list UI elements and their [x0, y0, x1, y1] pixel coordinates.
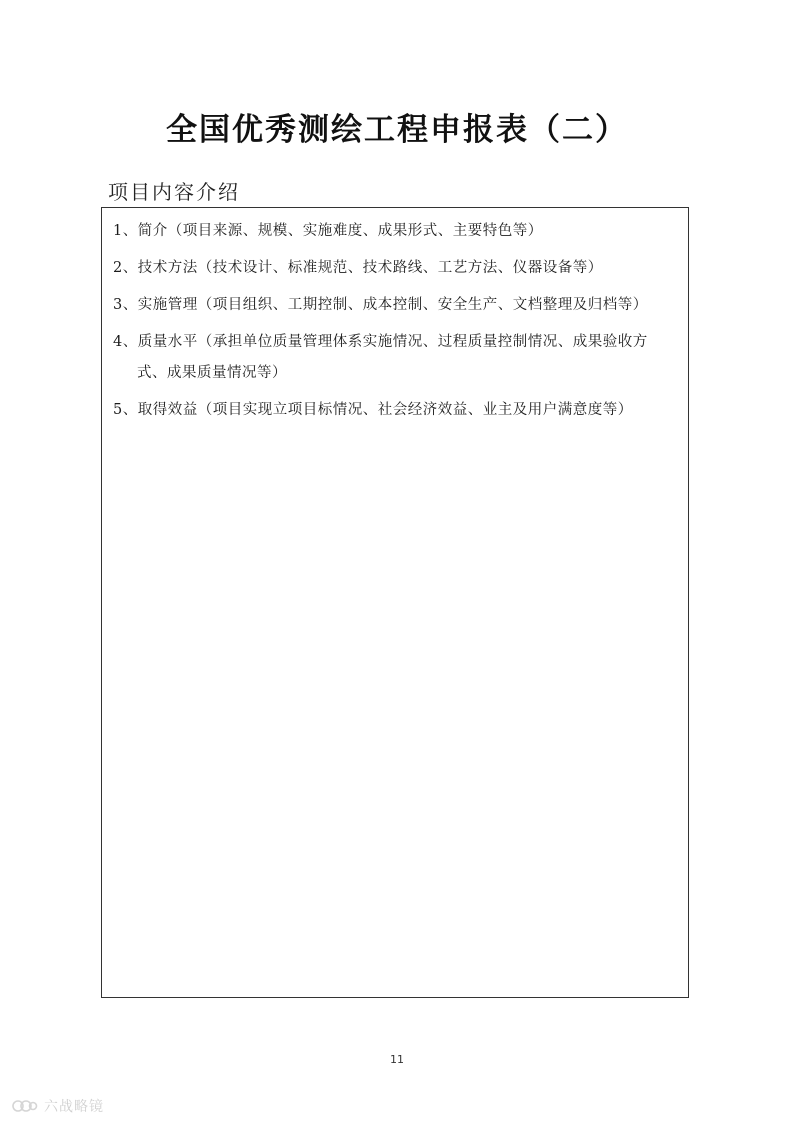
- watermark-text: 六战略镜: [44, 1099, 104, 1115]
- watermark: [12, 1096, 104, 1116]
- list-item: [113, 327, 685, 389]
- section-label: 项目内容介绍: [108, 180, 240, 204]
- document-title: 全国优秀测绘工程申报表（二）: [166, 112, 628, 148]
- item-text: 5、取得效益（项目实现立项目标情况、社会经济效益、业主及用户满意度等）: [113, 402, 633, 418]
- item-text-continuation: 式、成果质量情况等）: [137, 365, 287, 381]
- item-text: 4、质量水平（承担单位质量管理体系实施情况、过程质量控制情况、成果验收方: [113, 334, 648, 350]
- list-item: [113, 253, 685, 284]
- list-item: [113, 290, 685, 321]
- page-number: 11: [390, 1053, 404, 1066]
- list-item: [113, 216, 685, 247]
- item-text: 2、技术方法（技术设计、标准规范、技术路线、工艺方法、仪器设备等）: [113, 260, 603, 276]
- item-list: [113, 216, 685, 432]
- watermark-logo-icon: [12, 1098, 38, 1114]
- item-text: 1、简介（项目来源、规模、实施难度、成果形式、主要特色等）: [113, 223, 543, 239]
- item-text: 3、实施管理（项目组织、工期控制、成本控制、安全生产、文档整理及归档等）: [113, 297, 648, 313]
- list-item: [113, 395, 685, 426]
